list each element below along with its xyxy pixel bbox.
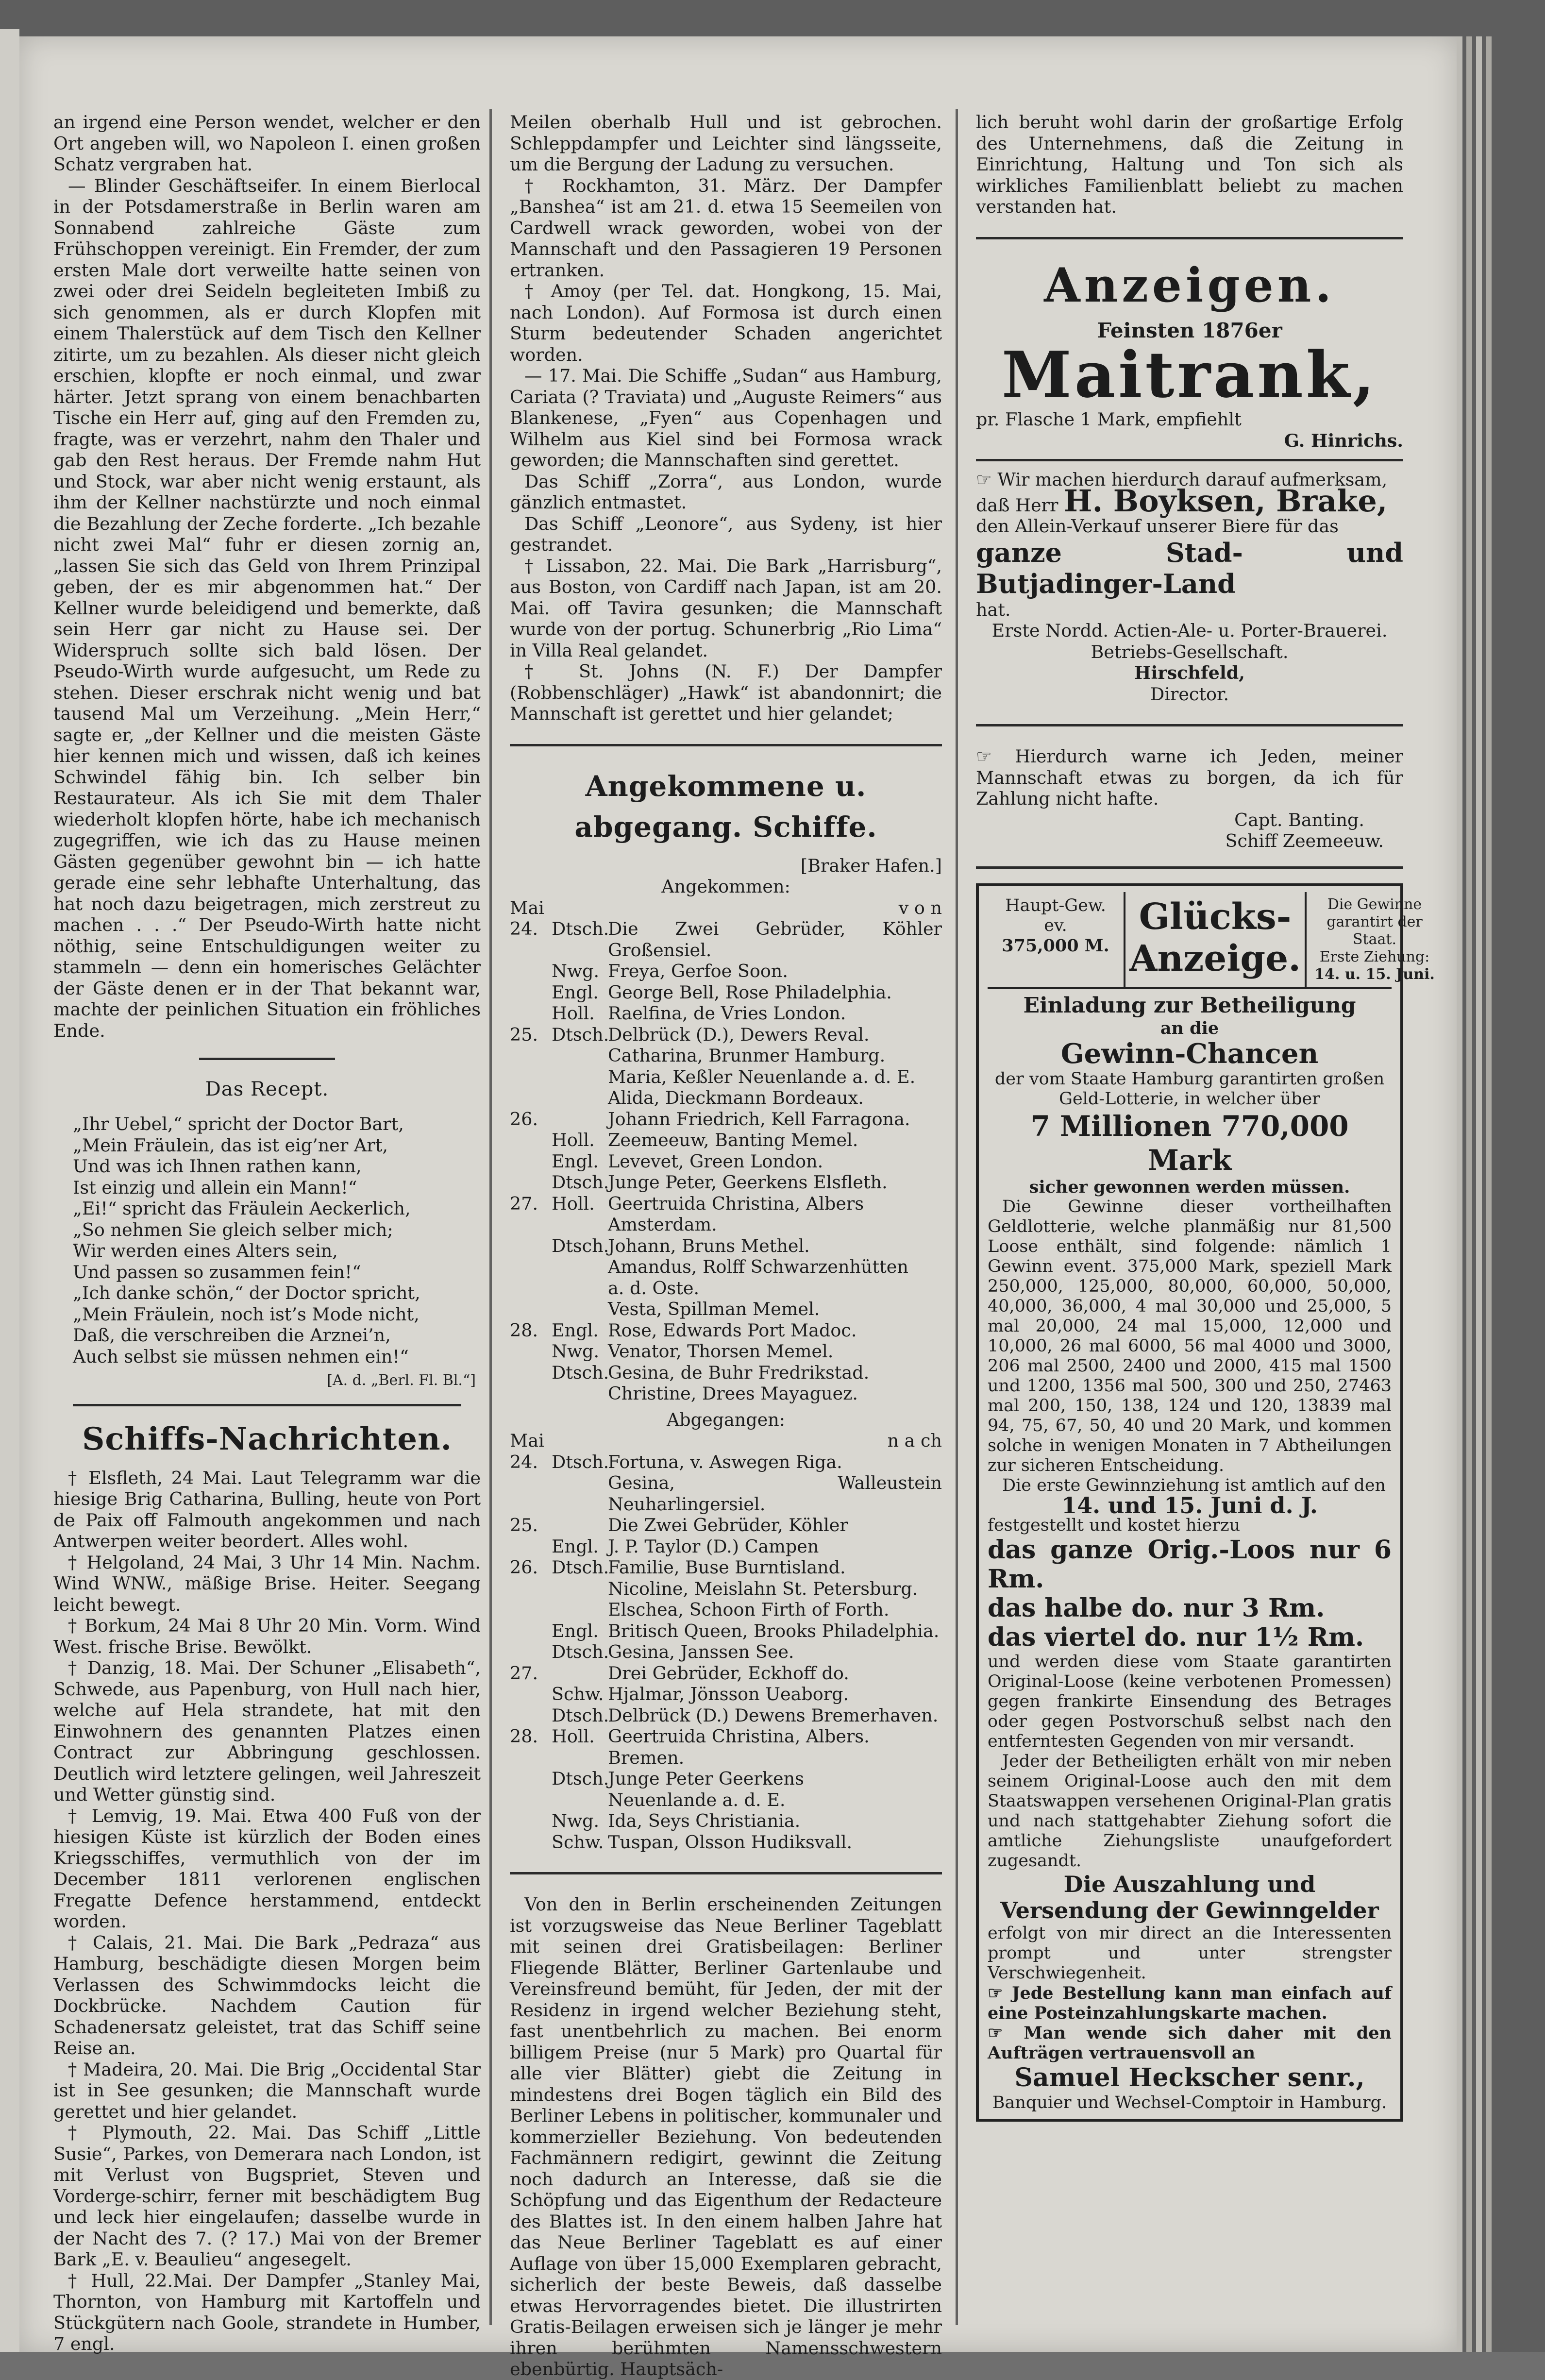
arrived-ship-row-vessel: Delbrück (D.), Dewers Reval.	[608, 1024, 942, 1046]
ship-news-item: † Borkum, 24 Mai 8 Uhr 20 Min. Vorm. Wind West. frische Brise. Bewölkt.	[53, 1615, 481, 1657]
ad-brauerei-line: den Allein-Verkauf unserer Biere für das	[976, 516, 1403, 537]
departed-ship-row-flag: Schw.	[552, 1832, 600, 1853]
arrived-ship-row-vessel: Maria, Keßler Neuenlande a. d. E.	[608, 1066, 942, 1088]
arrived-ship-row	[510, 1172, 942, 1193]
departed-ship-row-vessel: Familie, Buse Burntisland.	[608, 1557, 942, 1578]
departed-ship-row-flag: Holl.	[552, 1726, 600, 1747]
departed-ship-row-date: 24.	[510, 1452, 544, 1473]
arrived-ship-row-date	[510, 1045, 544, 1066]
poem-line: „Ich danke schön,“ der Doctor spricht,	[73, 1283, 481, 1304]
previous-page-edge	[0, 29, 19, 2352]
ship-news-item: † Rockhamton, 31. März. Der Dampfer „Banshea“ ist am 21. d. etwa 15 Seemeilen von Cardwell wrack geworden, wobei von der Mannschaft und den Passagieren 19 Personen ertranken.	[510, 175, 942, 281]
departed-ship-row-vessel: Ida, Seys Christiania.	[608, 1810, 942, 1832]
ship-news-item: † Lissabon, 22. Mai. Die Bark „Harrisburg“, aus Boston, von Cardiff nach Japan, ist am 20. Mai. off Tavira gesunken; die Mannschaft wurde von der portug. Schunerbrig „Rio Lima“ in Villa Real gelandet.	[510, 556, 942, 661]
column-rule-2	[956, 109, 958, 2325]
ad-brauerei-text: daß Herr	[976, 495, 1058, 516]
arrived-ship-row-vessel: Venator, Thorsen Memel.	[608, 1341, 942, 1362]
arrived-ship-row-vessel: a. d. Oste.	[608, 1278, 942, 1299]
arrived-ship-row-flag	[552, 1383, 600, 1404]
column-2	[510, 112, 942, 2380]
departed-ship-row	[510, 1789, 942, 1811]
ad-lottery-contact: ☞ Man wende sich daher mit den Aufträgen vertrauensvoll an	[988, 2023, 1392, 2063]
arrived-ship-row-flag: Dtsch.	[552, 1172, 600, 1193]
departed-ship-row-date	[510, 1599, 544, 1620]
column-1	[53, 112, 481, 2355]
arrived-ship-row-date	[510, 1151, 544, 1172]
ship-news-item: † Calais, 21. Mai. Die Bark „Pedraza“ aus Hamburg, beschädigte diesen Morgen beim Verlassen des Schwimmdocks leicht die Dockbrücke. Nachdem Caution für Schadenersatz geleistet, trat das Schiff seine Reise an.	[53, 1932, 481, 2059]
arrived-ship-row-vessel: Die Zwei Gebrüder, Köhler Großensiel.	[608, 918, 942, 961]
arrived-ship-row	[510, 1362, 942, 1384]
ad-lottery-main-prize-value: 375,000 M.	[991, 936, 1120, 956]
arrived-ship-row-date: 27.	[510, 1193, 544, 1215]
ad-maitrank-signature: G. Hinrichs.	[976, 430, 1403, 452]
arrived-ship-row-vessel: Amandus, Rolff Schwarzenhütten	[608, 1256, 942, 1278]
arrived-ship-row	[510, 1024, 942, 1046]
divider	[976, 459, 1403, 461]
article-continuation: an irgend eine Person wendet, welcher er den Ort angeben will, wo Napoleon I. einen großen Schatz vergraben hat.	[53, 112, 481, 175]
departed-ship-row-vessel: Bremen.	[608, 1747, 942, 1769]
ad-warning-ship: Schiff Zeemeeuw.	[976, 830, 1384, 852]
departed-ship-row-date	[510, 1641, 544, 1663]
month-label: Mai	[510, 897, 544, 919]
arrived-ship-row-date	[510, 1341, 544, 1362]
column-rule-1	[489, 109, 492, 2325]
ad-maitrank-line: Feinsten 1876er	[976, 320, 1403, 341]
departed-ship-row-flag	[552, 1515, 600, 1536]
arrived-ship-row	[510, 1003, 942, 1024]
divider	[976, 237, 1403, 239]
departed-ship-row-vessel: Drei Gebrüder, Eckhoff do.	[608, 1663, 942, 1684]
ad-lottery-cost-line: festgestellt und kostet hierzu	[988, 1516, 1392, 1536]
ad-lottery-main-prize	[988, 892, 1124, 987]
arrived-ship-row-flag: Holl.	[552, 1193, 600, 1215]
departed-ship-row-flag: Nwg.	[552, 1810, 600, 1832]
departed-ship-row-vessel: Elschea, Schoon Firth of Forth.	[608, 1599, 942, 1620]
arrived-header	[510, 897, 942, 919]
arrived-ship-row-date	[510, 1299, 544, 1320]
arrived-ship-row-date	[510, 1235, 544, 1257]
departed-ship-row	[510, 1684, 942, 1705]
divider	[73, 1404, 461, 1406]
ad-lottery-line: der vom Staate Hamburg garantirten großen Geld-Lotterie, in welcher über	[988, 1069, 1392, 1109]
arrived-label: Angekommen:	[510, 876, 942, 897]
ad-lottery-draw-date: 14. u. 15. Juni.	[1310, 966, 1439, 983]
ship-news-item: Das Schiff „Leonore“, aus Sydeny, ist hier gestrandet.	[510, 513, 942, 556]
arrived-ship-row-vessel: Johann Friedrich, Kell Farragona.	[608, 1109, 942, 1130]
ad-brauerei-company-sub: Betriebs-Gesellschaft.	[976, 641, 1403, 663]
ship-news-item: † St. Johns (N. F.) Der Dampfer (Robbenschläger) „Hawk“ ist abandonnirt; die Mannschaft ist gerettet und hier gelandet;	[510, 661, 942, 725]
arrived-ship-row	[510, 1256, 942, 1278]
ad-brauerei-company: Erste Nordd. Actien-Ale- u. Porter-Brauerei.	[976, 620, 1403, 641]
harbor-label: [Braker Hafen.]	[510, 855, 942, 877]
nach-label: n a ch	[888, 1430, 942, 1452]
ship-news-item: Meilen oberhalb Hull und ist gebrochen. Schleppdampfer und Leichter sind längsseite, um die Bergung der Ladung zu versuchen.	[510, 112, 942, 175]
poem-line: Ist einzig und allein ein Mann!“	[73, 1177, 481, 1198]
departed-ship-row-flag: Schw.	[552, 1684, 600, 1705]
arrived-ship-row-flag: Engl.	[552, 1320, 600, 1341]
poem-line: „Mein Fräulein, noch ist’s Mode nicht,	[73, 1304, 481, 1325]
section-title-schiffs-nachrichten: Schiffs-Nachrichten.	[53, 1419, 481, 1460]
departed-ship-row-date: 25.	[510, 1515, 544, 1536]
ad-lottery-total: 7 Millionen 770,000 Mark	[988, 1109, 1392, 1177]
arrived-ship-row-flag: Nwg.	[552, 1341, 600, 1362]
arrived-ship-row-flag	[552, 1109, 600, 1130]
arrived-ship-row	[510, 1193, 942, 1215]
arrived-ship-row-flag	[552, 1045, 600, 1066]
arrived-ship-row	[510, 1299, 942, 1320]
departed-ship-row-vessel: Nicoline, Meislahn St. Petersburg.	[608, 1578, 942, 1600]
departed-list	[510, 1452, 942, 1853]
departed-ship-row	[510, 1452, 942, 1473]
departed-ship-row-flag: Dtsch.	[552, 1768, 600, 1789]
arrived-ship-row-date: 25.	[510, 1024, 544, 1046]
arrived-ship-row-vessel: Levevet, Green London.	[608, 1151, 942, 1172]
departed-ship-row-flag: Dtsch.	[552, 1557, 600, 1578]
departed-ship-row-date	[510, 1747, 544, 1769]
arrived-ship-row-date	[510, 1130, 544, 1151]
arrived-ship-row-date	[510, 1087, 544, 1109]
departed-ship-row	[510, 1663, 942, 1684]
departed-ship-row-date	[510, 1789, 544, 1811]
poem-line: Und passen so zusammen fein!“	[73, 1262, 481, 1283]
ship-news-item: † Madeira, 20. Mai. Die Brig „Occidental Star ist in See gesunken; die Mannschaft wurde gerettet und hier gelandet.	[53, 2059, 481, 2123]
article-continuation: lich beruht wohl darin der großartige Erfolg des Unternehmens, daß die Zeitung in Einrichtung, Haltung und Ton sich als wirkliches Familienblatt beliebt zu machen verstanden hat.	[976, 112, 1403, 218]
ad-lottery-guarantee-text: Die Gewinne garantirt der Staat.	[1310, 896, 1439, 948]
arrived-ship-row-date	[510, 1362, 544, 1384]
ad-brauerei-name-line	[976, 490, 1403, 516]
departed-label: Abgegangen:	[510, 1409, 942, 1431]
arrived-ship-row-date	[510, 1383, 544, 1404]
section-title-anzeigen: Anzeigen.	[976, 259, 1403, 312]
departed-ship-row	[510, 1726, 942, 1747]
arrived-ship-row	[510, 1045, 942, 1066]
arrived-ship-row-flag	[552, 1214, 600, 1235]
ship-news-item: † Amoy (per Tel. dat. Hongkong, 15. Mai, nach London). Auf Formosa ist durch einen Sturm bedeutender Schaden angerichtet worden.	[510, 281, 942, 365]
ship-news-item: — 17. Mai. Die Schiffe „Sudan“ aus Hamburg, Cariata (? Traviata) und „Auguste Reimers“ aus Blankenese, „Fyen“ aus Copenhagen und Wilhelm aus Kiel sind bei Formosa wrack geworden; die Mannschaften sind gerettet.	[510, 365, 942, 471]
poem-line: Daß, die verschreiben die Arznei’n,	[73, 1325, 481, 1346]
arrived-ship-row-flag: Engl.	[552, 982, 600, 1003]
arrived-ship-row-flag: Dtsch.	[552, 918, 600, 961]
departed-ship-row	[510, 1810, 942, 1832]
arrived-ship-row-vessel: Vesta, Spillman Memel.	[608, 1299, 942, 1320]
ship-news-item: † Lemvig, 19. Mai. Etwa 400 Fuß von der hiesigen Küste ist kürzlich der Boden eines Kriegsschiffes, vermuthlich von der im December 1811 verlorenen englischen Fregatte Defence herstammend, entdeckt worden.	[53, 1806, 481, 1932]
arrived-ship-row	[510, 1066, 942, 1088]
departed-ship-row	[510, 1472, 942, 1515]
arrived-ship-row-vessel: Christine, Drees Mayaguez.	[608, 1383, 942, 1404]
departed-ship-row-date	[510, 1810, 544, 1832]
departed-ship-row	[510, 1557, 942, 1578]
departed-ship-row-flag: Engl.	[552, 1536, 600, 1557]
divider	[510, 1872, 942, 1874]
ship-news-item: † Elsfleth, 24 Mai. Laut Telegramm war die hiesige Brig Catharina, Bulling, heute von Port de Paix off Falmouth angekommen und nach Antwerpen weiter beordert. Alles wohl.	[53, 1468, 481, 1552]
poem-line: Auch selbst sie müssen nehmen ein!“	[73, 1346, 481, 1367]
departed-ship-row-vessel: Tuspan, Olsson Hudiksvall.	[608, 1832, 942, 1853]
departed-ship-row	[510, 1768, 942, 1789]
arrived-ship-row-vessel: Gesina, de Buhr Fredrikstad.	[608, 1362, 942, 1384]
divider	[199, 1058, 335, 1060]
departed-ship-row-flag: Dtsch.	[552, 1705, 600, 1726]
ad-lottery-price-whole: das ganze Orig.-Loos nur 6 Rm.	[988, 1536, 1392, 1594]
arrived-ship-row-date	[510, 1214, 544, 1235]
departed-ship-row-vessel: Junge Peter Geerkens	[608, 1768, 942, 1789]
departed-ship-row	[510, 1705, 942, 1726]
ship-news-item: † Plymouth, 22. Mai. Das Schiff „Little Susie“, Parkes, von Demerara nach London, ist mit Verlust von Bugspriet, Steven und Vorderge-schirr, ferner mit beschädigtem Bug und leck hier eingelaufen; dasselbe wurde in der Nacht des 7. (? 17.) Mai von der Bremer Bark „E. v. Beaulieu“ angesegelt.	[53, 2122, 481, 2270]
departed-ship-row-flag	[552, 1789, 600, 1811]
arrived-ship-row	[510, 1109, 942, 1130]
ad-brauerei-signature: Hirschfeld,	[976, 662, 1403, 684]
arrived-ship-row-flag: Nwg.	[552, 961, 600, 982]
arrived-ship-row-flag	[552, 1066, 600, 1088]
arrived-ship-row-vessel: Raelfina, de Vries London.	[608, 1003, 942, 1024]
ad-brauerei-line: hat.	[976, 599, 1403, 621]
divider	[976, 866, 1403, 869]
ad-lottery-box	[976, 883, 1403, 2122]
arrived-ship-row	[510, 1151, 942, 1172]
departed-ship-row-date	[510, 1472, 544, 1515]
ad-lottery-payout-text: erfolgt von mir direct an die Interessenten prompt und unter strengster Verschwiegenheit.	[988, 1924, 1392, 1983]
arrived-ship-row-vessel: Catharina, Brunmer Hamburg.	[608, 1045, 942, 1066]
departed-ship-row	[510, 1578, 942, 1600]
ad-lottery-draw-date-big: 14. und 15. Juni d. J.	[988, 1496, 1392, 1516]
ad-lottery-shipping: und werden diese vom Staate garantirten Original-Loose (keine verbotenen Promessen) gegen frankirte Einsendung des Betrages oder gegen Postvorschuß selbst nach den entferntesten Gegenden von mir versandt.	[988, 1652, 1392, 1752]
departed-ship-row	[510, 1832, 942, 1853]
arrived-ship-row-date	[510, 1003, 544, 1024]
arrived-ship-row-vessel: Junge Peter, Geerkens Elsfleth.	[608, 1172, 942, 1193]
arrived-ship-row-flag	[552, 1087, 600, 1109]
ad-lottery-payout: Die Auszahlung und Versendung der Gewinngelder	[988, 1871, 1392, 1924]
departed-ship-row-date	[510, 1768, 544, 1789]
arrived-ship-row-date	[510, 1256, 544, 1278]
arrived-ship-row-date	[510, 961, 544, 982]
arrived-ship-row	[510, 918, 942, 961]
poem-line: „Mein Fräulein, das ist eig’ner Art,	[73, 1135, 481, 1156]
departed-ship-row-vessel: Britisch Queen, Brooks Philadelphia.	[608, 1620, 942, 1642]
arrived-ship-row-flag: Holl.	[552, 1003, 600, 1024]
arrived-ship-row-flag: Dtsch.	[552, 1362, 600, 1384]
arrived-ship-row-flag	[552, 1299, 600, 1320]
arrived-ship-row	[510, 961, 942, 982]
departed-ship-row-date	[510, 1832, 544, 1853]
ad-brauerei-region: ganze Stad- und Butjadinger-Land	[976, 537, 1403, 599]
ad-lottery-banker: Samuel Heckscher senr.,	[988, 2063, 1392, 2093]
departed-ship-row	[510, 1747, 942, 1769]
month-label: Mai	[510, 1430, 544, 1452]
arrived-ship-row-vessel: Johann, Bruns Methel.	[608, 1235, 942, 1257]
page-edge-2	[1466, 36, 1472, 2352]
ad-brauerei-line: ☞ Wir machen hierdurch darauf aufmerksam,	[976, 469, 1403, 490]
ad-lottery-main-prize-ev: ev.	[991, 916, 1120, 936]
ship-news-item: † Hull, 22.Mai. Der Dampfer „Stanley Mai, Thornton, von Hamburg mit Kartoffeln und Stückgütern nach Goole, strandete in Humber, 7 engl.	[53, 2270, 481, 2355]
page-edge-3	[1476, 36, 1482, 2352]
ad-lottery-title: Glücks-Anzeige.	[1124, 892, 1307, 987]
departed-ship-row-vessel: Neuenlande a. d. E.	[608, 1789, 942, 1811]
ad-lottery-main-prize-label: Haupt-Gew.	[991, 896, 1120, 916]
arrived-ship-row-date: 26.	[510, 1109, 544, 1130]
arrived-ship-row	[510, 1235, 942, 1257]
departed-ship-row-flag	[552, 1663, 600, 1684]
divider	[510, 744, 942, 746]
departed-ship-row-date	[510, 1536, 544, 1557]
departed-ship-row-vessel: Geertruida Christina, Albers.	[608, 1726, 942, 1747]
ad-lottery-an-die: an die	[988, 1018, 1392, 1038]
ship-news-item: † Danzig, 18. Mai. Der Schuner „Elisabeth“, Schwede, aus Papenburg, von Hull nach hier, welche auf Hela strandete, hat mit den Einwohnern des genannten Platzes einen Contract zur Abbringung geschlossen. Deutlich wird letztere gelingen, weil Jahreszeit und Wetter günstig sind.	[53, 1657, 481, 1806]
arrived-ship-row	[510, 1130, 942, 1151]
departed-ship-row-vessel: Hjalmar, Jönsson Ueaborg.	[608, 1684, 942, 1705]
article-berliner-tageblatt: Von den in Berlin erscheinenden Zeitungen ist vorzugsweise das Neue Berliner Tageblatt mit seinen drei Gratisbeilagen: Berliner Fliegende Blätter, Berliner Gartenlaube und Vereinsfreund bemüht, für Jeden, der mit der Residenz in irgend welcher Beziehung steht, fast unentbehrlich zu machen. Bei enorm billigem Preise (nur 5 Mark) pro Quartal für alle vier Blätter) giebt die Zeitung in mindestens drei Bogen täglich ein Bild des Berliner Lebens in politischer, kommunaler und kommerzieller Beziehung. Von bedeutenden Fachmännern redigirt, gewinnt die Zeitung noch dadurch an Interesse, daß sie die Schöpfung und das Eigenthum der Redacteure des Blattes ist. In den einem halben Jahre hat das Neue Berliner Tageblatt es auf einer Auflage von über 15,000 Exemplaren gebracht, sicherlich der beste Beweis, daß dasselbe etwas Hervorragendes bietet. Die illustrirten Gratis-Beilagen erweisen sich je länger je mehr ihren berühmten Namensschwestern ebenbürtig. Hauptsäch-	[510, 1894, 942, 2380]
ad-lottery-header	[988, 892, 1392, 989]
departed-ship-row-flag: Engl.	[552, 1620, 600, 1642]
departed-ship-row-vessel: Delbrück (D.) Dewens Bremerhaven.	[608, 1705, 942, 1726]
departed-ship-row-date	[510, 1705, 544, 1726]
ad-lottery-invitation: Einladung zur Betheiligung	[988, 993, 1392, 1018]
arrived-ship-row-flag: Dtsch.	[552, 1235, 600, 1257]
arrived-ship-row	[510, 1383, 942, 1404]
ad-warning-signature: Capt. Banting.	[976, 810, 1364, 831]
ad-lottery-price-half: das halbe do. nur 3 Rm.	[988, 1594, 1392, 1623]
ad-warning: ☞ Hierdurch warne ich Jeden, meiner Mannschaft etwas zu borgen, da ich für Zahlung nicht hafte.	[976, 746, 1403, 810]
departed-ship-row-date	[510, 1620, 544, 1642]
arrived-ship-row-vessel: Zeemeeuw, Banting Memel.	[608, 1130, 942, 1151]
arrived-ship-row-flag: Engl.	[552, 1151, 600, 1172]
departed-ship-row	[510, 1641, 942, 1663]
arrived-ship-row-vessel: Freya, Gerfoe Soon.	[608, 961, 942, 982]
ship-news-item: Das Schiff „Zorra“, aus London, wurde gänzlich entmastet.	[510, 471, 942, 513]
departed-ship-row-date: 27.	[510, 1663, 544, 1684]
arrived-ship-row-date	[510, 1278, 544, 1299]
section-title-ships: Angekommene u. abgegang. Schiffe.	[510, 766, 942, 847]
arrived-ship-row-vessel: Alida, Dieckmann Bordeaux.	[608, 1087, 942, 1109]
arrived-ship-row-vessel: Rose, Edwards Port Madoc.	[608, 1320, 942, 1341]
arrived-ship-row-date	[510, 982, 544, 1003]
ad-lottery-order: ☞ Jede Bestellung kann man einfach auf eine Posteinzahlungskarte machen.	[988, 1983, 1392, 2023]
ad-lottery-first-draw: Erste Ziehung:	[1310, 948, 1439, 966]
arrived-ship-row-vessel: Geertruida Christina, Albers	[608, 1193, 942, 1215]
ad-lottery-plan: Jeder der Betheiligten erhält von mir neben seinem Original-Loose auch den mit dem Staatswappen versehenen Original-Plan gratis und nach stattgehabter Ziehung sofort die amtliche Ziehungsliste unaufgefordert zugesandt.	[988, 1752, 1392, 1871]
departed-ship-row-vessel: Fortuna, v. Aswegen Riga.	[608, 1452, 942, 1473]
poem-line: Wir werden eines Alters sein,	[73, 1240, 481, 1262]
departed-ship-row-flag: Dtsch.	[552, 1641, 600, 1663]
departed-ship-row-flag	[552, 1472, 600, 1515]
departed-ship-row	[510, 1536, 942, 1557]
page-edge-1	[1457, 36, 1462, 2352]
arrived-list	[510, 918, 942, 1404]
arrived-ship-row-date	[510, 1172, 544, 1193]
departed-header	[510, 1430, 942, 1452]
departed-ship-row-date: 26.	[510, 1557, 544, 1578]
departed-ship-row-vessel: Gesina, Walleustein Neuharlingersiel.	[608, 1472, 942, 1515]
ad-maitrank-price: pr. Flasche 1 Mark, empfiehlt	[976, 409, 1403, 430]
departed-ship-row-vessel: Die Zwei Gebrüder, Köhler	[608, 1515, 942, 1536]
arrived-ship-row-date	[510, 1066, 544, 1088]
departed-ship-row	[510, 1515, 942, 1536]
poem-source: [A. d. „Berl. Fl. Bl.“]	[53, 1370, 476, 1391]
arrived-ship-row-vessel: Amsterdam.	[608, 1214, 942, 1235]
departed-ship-row-flag	[552, 1747, 600, 1769]
arrived-ship-row	[510, 1341, 942, 1362]
poem-line: „Ei!“ spricht das Fräulein Aeckerlich,	[73, 1198, 481, 1219]
ad-lottery-banker-sub: Banquier und Wechsel-Comptoir in Hamburg.	[988, 2093, 1392, 2113]
von-label: v o n	[899, 897, 942, 919]
departed-ship-row-date	[510, 1684, 544, 1705]
departed-ship-row-date	[510, 1578, 544, 1600]
page-edge-4	[1486, 36, 1492, 2352]
ship-news-item: † Helgoland, 24 Mai, 3 Uhr 14 Min. Nachm. Wind WNW., mäßige Brise. Heiter. Seegang leicht bewegt.	[53, 1552, 481, 1616]
arrived-ship-row-date: 28.	[510, 1320, 544, 1341]
ad-lottery-prizes: Die Gewinne dieser vortheilhaften Geldlotterie, welche planmäßig nur 81,500 Loose enthält, sind folgende: nämlich 1 Gewinn event. 375,000 Mark, speziell Mark 250,000, 125,000, 80,000, 60,000, 50,000, 40,000, 36,000, 4 mal 30,000 und 25,000, 5 mal 20,000, 24 mal 15,000, 12,000 und 10,000, 26 mal 6000, 56 mal 4000 und 3000, 206 mal 2500, 2400 und 2000, 415 mal 1500 und 1200, 1356 mal 500, 300 und 250, 27463 mal 200, 150, 138, 124 und 120, 13839 mal 94, 75, 67, 50, 40 und 20 Mark, und kommen solche in wenigen Monaten in 7 Abtheilungen zur sicheren Entscheidung.	[988, 1197, 1392, 1476]
ad-lottery-guarantee	[1307, 892, 1443, 987]
ad-brauerei-name: H. Boyksen, Brake,	[1064, 483, 1387, 519]
arrived-ship-row-flag: Holl.	[552, 1130, 600, 1151]
ad-maitrank-headline: Maitrank,	[976, 341, 1403, 409]
arrived-ship-row	[510, 1278, 942, 1299]
departed-ship-row-date: 28.	[510, 1726, 544, 1747]
poem	[73, 1114, 481, 1367]
departed-ship-row	[510, 1620, 942, 1642]
arrived-ship-row-vessel: George Bell, Rose Philadelphia.	[608, 982, 942, 1003]
departed-ship-row-vessel: J. P. Taylor (D.) Campen	[608, 1536, 942, 1557]
ad-lottery-chances: Gewinn-Chancen	[988, 1038, 1392, 1069]
poem-title: Das Recept.	[53, 1077, 481, 1102]
poem-line: „So nehmen Sie gleich selber mich;	[73, 1219, 481, 1241]
departed-ship-row-flag: Dtsch.	[552, 1452, 600, 1473]
column-3	[976, 112, 1403, 2122]
poem-line: „Ihr Uebel,“ spricht der Doctor Bart,	[73, 1114, 481, 1135]
arrived-ship-row	[510, 1320, 942, 1341]
ad-brauerei	[976, 469, 1403, 705]
arrived-ship-row-flag	[552, 1256, 600, 1278]
departed-ship-row-vessel: Gesina, Janssen See.	[608, 1641, 942, 1663]
ad-lottery-price-quarter: das viertel do. nur 1½ Rm.	[988, 1623, 1392, 1652]
departed-ship-row	[510, 1599, 942, 1620]
divider	[976, 724, 1403, 726]
departed-ship-row-flag	[552, 1599, 600, 1620]
ad-brauerei-title: Director.	[976, 684, 1403, 705]
arrived-ship-row-flag	[552, 1278, 600, 1299]
ad-lottery-draw-line: Die erste Gewinnziehung ist amtlich auf den	[988, 1476, 1392, 1496]
ad-lottery-must-win: sicher gewonnen werden müssen.	[988, 1177, 1392, 1197]
poem-line: Und was ich Ihnen rathen kann,	[73, 1156, 481, 1177]
article-blinder-geschaeftseifer: — Blinder Geschäftseifer. In einem Bierlocal in der Potsdamerstraße in Berlin waren am Sonnabend zahlreiche Gäste zum Frühschoppen vereinigt. Ein Fremder, der zum ersten Male dort verweilte hatte seinen von zwei oder drei Seideln begleiteten Imbiß zu sich genommen, als er durch Klopfen mit einem Thalerstück auf dem Tisch den Kellner zitirte, um zu bezahlen. Als dieser nicht gleich erschien, klopfte er noch einmal, und zwar härter. Jetzt sprang von einem benachbarten Tische ein Herr auf, ging auf den Fremden zu, fragte, was er verzehrt, nahm den Thaler und gab den Rest heraus. Der Fremde nahm Hut und Stock, war aber nicht wenig erstaunt, als ihm der Kellner nachstürzte und noch einmal die Bezahlung der Zeche forderte. „Ich bezahle nicht zwei Mal“ fuhr er diesen zornig an, „lassen Sie sich das Geld von Ihrem Prinzipal geben, der es mir abgenommen hat.“ Der Kellner wurde beleidigend und bemerkte, daß sein Herr gar nicht zu Hause sei. Der Widerspruch sollte sich bald lösen. Der Pseudo-Wirth wurde aufgesucht, um Rede zu stehen. Dieser erschrak nicht wenig und bat tausend Mal um Verzeihung. „Mein Herr,“ sagte er, „der Kellner und die meisten Gäste hier kennen mich und wissen, daß ich keines Schwindel fähig bin. Ich selber bin Restaurateur. Als ich Sie mit dem Thaler wiederholt klopfen hörte, habe ich mechanisch zugegriffen, wie ich das zu Hause meinen Gästen gegenüber gewohnt bin — ich hatte gerade eine sehr lebhafte Unterhaltung, das hat noch dazu beigetragen, mich zerstreut zu machen . . .“ Der Pseudo-Wirth hatte nicht nöthig, seine Entschuldigungen weiter zu stammeln — denn ein homerisches Gelächter der Gäste denen er in der That bekannt war, machte der peinlichen Situation ein fröhliches Ende.	[53, 175, 481, 1042]
arrived-ship-row	[510, 982, 942, 1003]
arrived-ship-row	[510, 1087, 942, 1109]
arrived-ship-row-date: 24.	[510, 918, 544, 961]
arrived-ship-row	[510, 1214, 942, 1235]
departed-ship-row-flag	[552, 1578, 600, 1600]
arrived-ship-row-flag: Dtsch.	[552, 1024, 600, 1046]
ad-maitrank	[976, 320, 1403, 452]
